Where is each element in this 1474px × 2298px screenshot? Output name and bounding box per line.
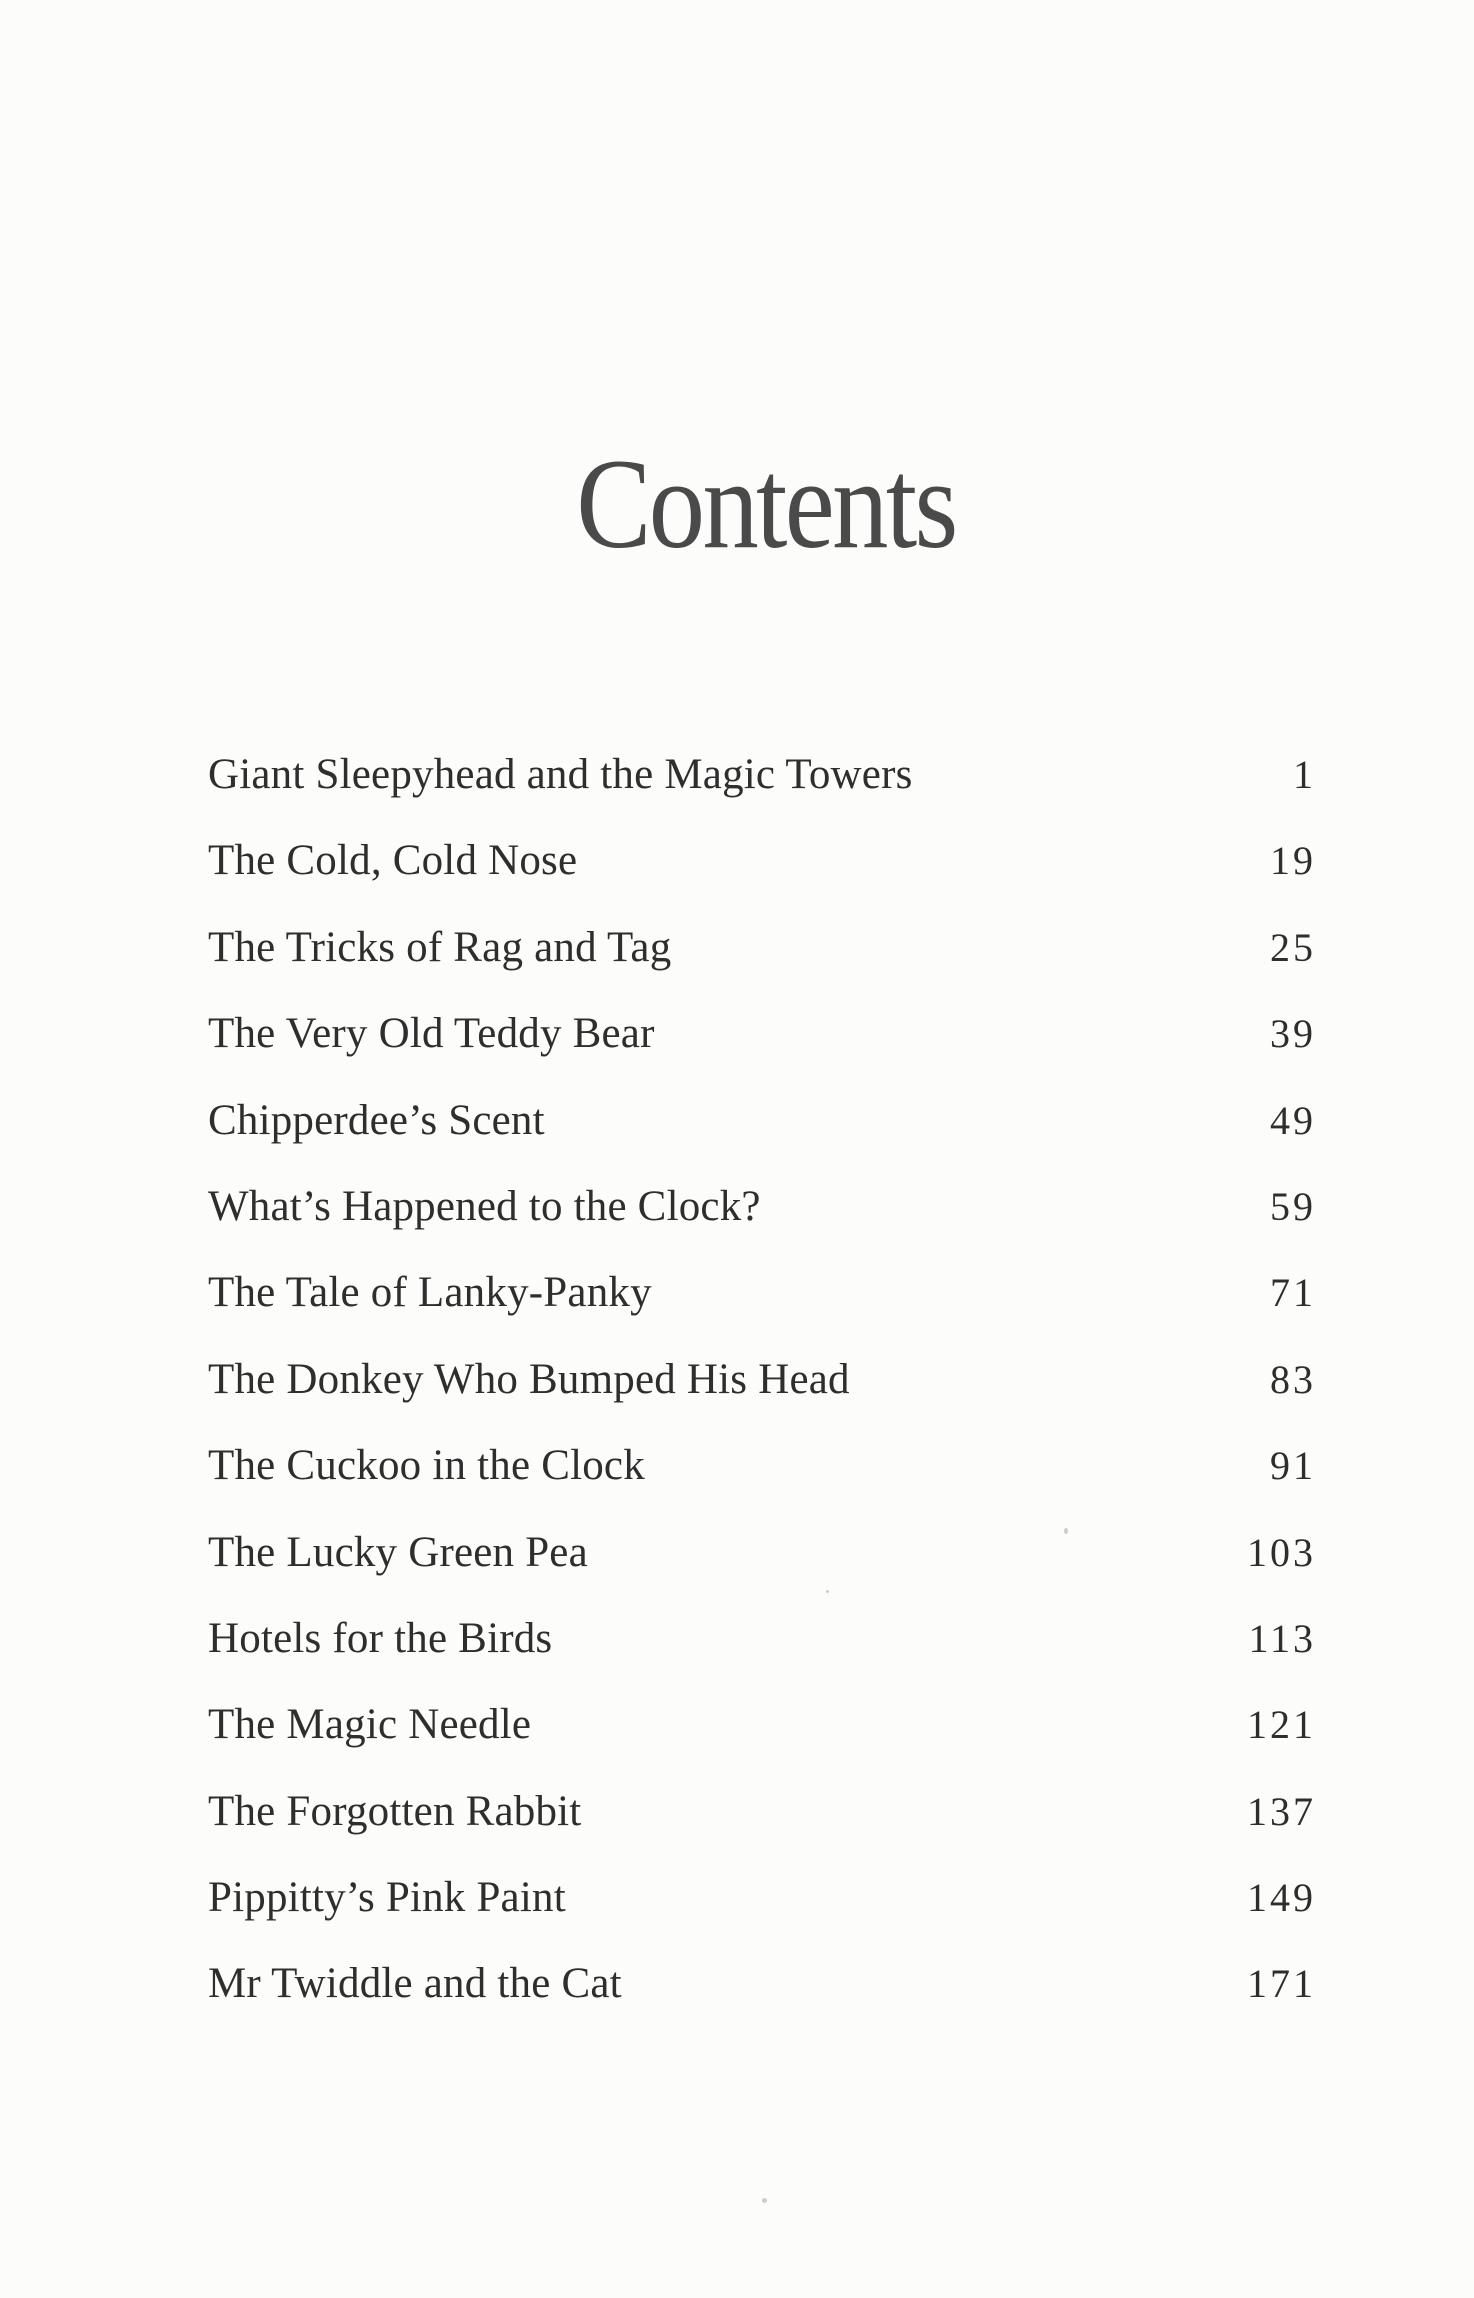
entry-page: 149: [1247, 1875, 1316, 1921]
entry-page: 83: [1270, 1356, 1316, 1402]
entry-page: 59: [1270, 1183, 1316, 1229]
entry-title: Giant Sleepyhead and the Magic Towers: [208, 751, 913, 798]
entry-page: 113: [1248, 1615, 1316, 1661]
entry-title: The Magic Needle: [208, 1701, 532, 1749]
entry-page: 25: [1270, 924, 1316, 970]
entry-title: What’s Happened to the Clock?: [208, 1182, 761, 1230]
entry-page: 91: [1270, 1443, 1316, 1489]
toc-entry[interactable]: [208, 923, 1316, 1009]
toc-entry[interactable]: [208, 1614, 1316, 1700]
entry-title: Chipperdee’s Scent: [208, 1096, 545, 1144]
toc-entry[interactable]: [208, 1268, 1316, 1354]
toc-entry[interactable]: [208, 1009, 1316, 1095]
toc-entry[interactable]: [208, 1441, 1316, 1527]
entry-title: The Cold, Cold Nose: [208, 837, 578, 885]
entry-page: 1: [1293, 752, 1316, 797]
toc-entry[interactable]: [208, 1528, 1316, 1614]
entry-title: The Tale of Lanky-Panky: [208, 1269, 652, 1317]
entry-title: Pippitty’s Pink Paint: [208, 1874, 566, 1922]
toc-entry[interactable]: [208, 1959, 1316, 2045]
entry-page: 137: [1247, 1788, 1316, 1834]
entry-page: 49: [1270, 1097, 1316, 1143]
paper-speck: [1064, 1528, 1068, 1534]
page-title: Contents: [576, 433, 956, 575]
entry-page: 103: [1247, 1529, 1316, 1575]
toc-entry[interactable]: [208, 750, 1316, 836]
entry-title: Mr Twiddle and the Cat: [208, 1960, 622, 2008]
toc-entry[interactable]: [208, 1873, 1316, 1959]
entry-title: The Cuckoo in the Clock: [208, 1442, 645, 1490]
entry-title: The Very Old Teddy Bear: [208, 1010, 655, 1058]
paper-speck: [762, 2198, 767, 2203]
entry-page: 19: [1270, 838, 1316, 884]
toc-entry[interactable]: [208, 1182, 1316, 1268]
entry-title: The Forgotten Rabbit: [208, 1787, 582, 1835]
entry-page: 71: [1270, 1270, 1316, 1316]
toc-entry[interactable]: [208, 1700, 1316, 1786]
toc-entry[interactable]: [208, 1096, 1316, 1182]
toc-entry[interactable]: [208, 1355, 1316, 1441]
toc-entry[interactable]: [208, 836, 1316, 922]
entry-title: The Tricks of Rag and Tag: [208, 923, 672, 971]
toc-entry[interactable]: [208, 1787, 1316, 1873]
entry-page: 121: [1247, 1702, 1316, 1748]
paper-speck: [826, 1590, 829, 1593]
entry-title: The Lucky Green Pea: [208, 1528, 588, 1576]
entry-title: Hotels for the Birds: [208, 1614, 553, 1662]
entry-title: The Donkey Who Bumped His Head: [208, 1355, 850, 1403]
entry-page: 39: [1270, 1011, 1316, 1057]
table-of-contents: [208, 750, 1316, 2046]
entry-page: 171: [1247, 1961, 1316, 2007]
